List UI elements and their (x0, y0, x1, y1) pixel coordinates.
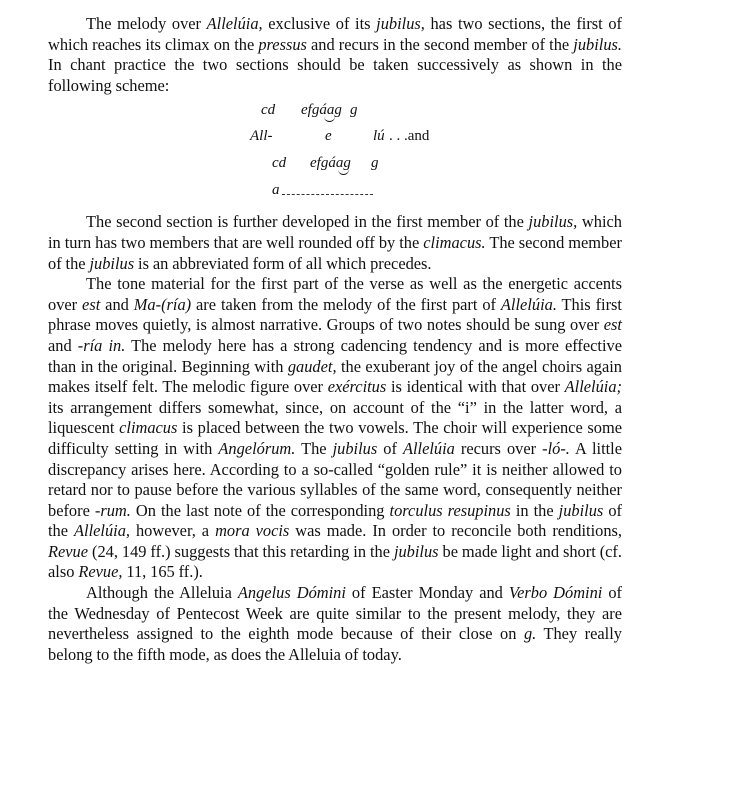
italic-run: est (82, 294, 101, 314)
scheme-notes: efgáag (301, 102, 342, 119)
italic-run: mora vocis (215, 521, 290, 541)
text-run: was made. In order to reconcile both renditions, (289, 521, 623, 541)
scheme-tail: . . .and (389, 128, 430, 145)
slur-mark (324, 116, 335, 122)
scheme-notes: g (350, 102, 358, 119)
scheme-notes: cd (261, 102, 276, 119)
scheme-notes: efgáag (310, 155, 351, 172)
text-run: The melody here has a strong cadencing tendency and is more effective than in the original. Beginning with (48, 335, 622, 376)
text-run: is an abbreviated form of all which precedes. (134, 253, 432, 273)
scheme-syllable: lú (373, 128, 385, 145)
italic-run: -rum. (94, 500, 131, 520)
italic-run: Allelúia, (206, 14, 263, 33)
italic-run: Verbo Dómini (508, 583, 603, 603)
text-run: are taken from the melody of the first part of (191, 294, 501, 314)
italic-run: Revue, (78, 562, 123, 582)
paragraph-4 (48, 583, 622, 665)
scheme-syllable: All- (250, 128, 273, 145)
italic-run: -ló-. (542, 438, 570, 458)
text-run: The tone material for the first part of the verse as well as the energetic accents over (48, 274, 622, 314)
text-run: A little discrepancy arises here. According to a so-called “golden rule” it is neither allowed to retard nor to pause before the various syllables of the same word, consequently neither before (48, 438, 623, 520)
italic-run: gaudet, (287, 356, 337, 376)
text-run: exclusive of its (262, 14, 377, 33)
italic-run: jubilus, (528, 212, 578, 232)
text-run: The (295, 438, 333, 458)
text-run: of Easter Monday and (345, 583, 509, 603)
italic-run: Revue (48, 541, 89, 561)
italic-run: exércitus (327, 377, 387, 397)
italic-run: -ría in. (77, 335, 126, 355)
text-run: Although the Alleluia (86, 583, 238, 603)
italic-run: Allelúia, (74, 521, 130, 541)
text-run: which in turn has two members that are well rounded off by the (48, 212, 622, 252)
text-run: On the last note of the corresponding (130, 500, 390, 520)
italic-run: climacus. (423, 232, 486, 252)
text-run: The second member of the (48, 232, 622, 273)
text-run: and (48, 335, 78, 355)
slur-mark (338, 169, 349, 175)
italic-run: jubilus (393, 541, 439, 561)
text-run: This first phrase moves quietly, is almost narrative. Groups of two notes should be sung over (48, 294, 622, 335)
text-run: the exuberant joy of the angel choirs again makes itself felt. The melodic figure over (48, 356, 622, 397)
italic-run: climacus (119, 418, 178, 438)
scheme-syllable: a (272, 182, 280, 199)
italic-run: Ma-(ría) (133, 294, 192, 314)
dashed-line (282, 194, 373, 195)
text-run: is identical with that over (386, 377, 565, 397)
scheme-notes: g (371, 155, 379, 172)
text-run: of (377, 438, 403, 458)
italic-run: Angelus Dómini (237, 583, 346, 603)
text-run: in the (510, 500, 559, 520)
scheme-syllable: e (325, 128, 332, 145)
italic-run: jubilus, (376, 14, 425, 33)
italic-run: est (603, 315, 622, 335)
text-run: They really belong to the fifth mode, as does the Alleluia of today. (48, 624, 622, 664)
italic-run: jubilus (558, 500, 604, 520)
text-run: is placed between the two vowels. The choir will experience some difficulty setting in with (48, 418, 622, 458)
page-text (48, 14, 622, 665)
italic-run: pressus (258, 34, 307, 54)
chant-scheme (48, 98, 622, 212)
text-run: its arrangement differs somewhat, since, on account of the “i” in the latter word, a liquescent (48, 397, 622, 438)
italic-run: Allelúia. (500, 294, 557, 314)
italic-run: jubilus (332, 438, 378, 458)
italic-run: Allelúia (402, 438, 455, 458)
italic-run: Angelórum. (218, 438, 296, 458)
text-run: however, a (130, 521, 216, 541)
italic-run: Allelúia; (564, 377, 622, 397)
italic-run: torculus resupinus (389, 500, 511, 520)
text-run: has two sections, the first of which reaches its climax on the (48, 14, 622, 54)
italic-run: jubilus (89, 253, 135, 273)
text-run: of the Wednesday of Pentecost Week are quite similar to the present melody, they are nevertheless assigned to the eighth mode because of their close on (48, 583, 623, 644)
paragraph-2 (48, 212, 622, 274)
text-run: The melody over (86, 14, 207, 33)
paragraph-3 (48, 274, 622, 583)
text-run: of the (48, 500, 622, 541)
text-run: be made light and short (cf. also (48, 541, 622, 582)
text-run: (24, 149 ff.) suggests that this retarding in the (88, 541, 394, 561)
italic-run: jubilus. (573, 34, 623, 54)
text-run: recurs over (454, 438, 543, 458)
italic-run: g. (523, 624, 537, 644)
text-run: The second section is further developed in the first member of the (86, 212, 529, 232)
scheme-notes: cd (272, 155, 287, 172)
text-run: and (100, 294, 134, 314)
text-run: In chant practice the two sections should be taken successively as shown in the following scheme: (48, 55, 622, 95)
text-run: 11, 165 ff.). (122, 562, 203, 582)
paragraph-1 (48, 14, 622, 96)
text-run: and recurs in the second member of the (306, 34, 574, 54)
